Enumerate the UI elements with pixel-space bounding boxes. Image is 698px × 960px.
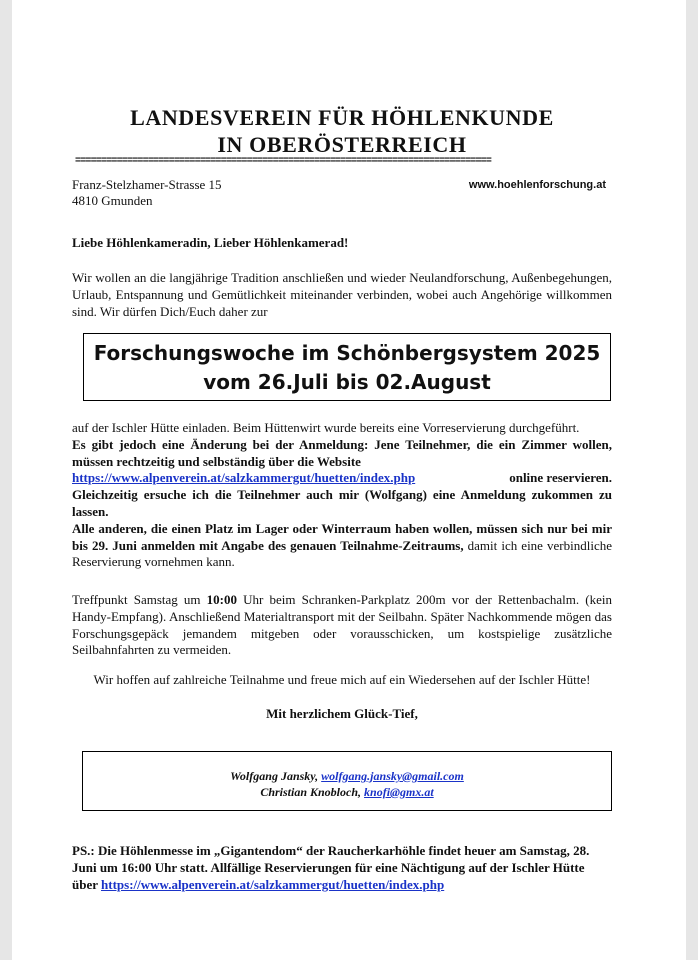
- change-notice: Es gibt jedoch eine Änderung bei der Anmeldung: Jene Teilnehmer, die ein Zimmer wollen, müssen rechtzeitig und selbständig über die Website: [72, 436, 612, 469]
- meeting-paragraph: [72, 592, 612, 659]
- ps-link[interactable]: https://www.alpenverein.at/salzkammergut/huetten/index.php: [101, 877, 445, 892]
- signer-email-2[interactable]: knofi@gmx.at: [364, 785, 434, 799]
- meet-text-b: Uhr beim Schranken-Parkplatz 200m vor der Rettenbachalm. (kein Handy-Empfang). Anschließend Materialtransport mit der Seilbahn. Später Nachkommende mögen das Forschungsgepäck jemandem mitgeben oder vorausschicken, um kostspielige zusätzliche Seilbahnfahrten zu vermeiden.: [72, 592, 612, 658]
- invite-text: auf der Ischler Hütte einladen. Beim Hüttenwirt wurde bereits eine Vorreservierung durchgeführt.: [72, 420, 580, 435]
- reservation-link[interactable]: https://www.alpenverein.at/salzkammergut/huetten/index.php: [72, 470, 416, 486]
- intro-paragraph: Wir wollen an die langjährige Tradition anschließen und wieder Neulandforschung, Außenbegehungen, Urlaub, Entspannung und Gemütlichkeit miteinander verbinden, wobei auch Angehörige willkommen sind. Wir dürfen Dich/Euch daher zur: [72, 270, 612, 319]
- simultaneous-notice: Gleichzeitig ersuche ich die Teilnehmer auch mir (Wolfgang) eine Anmeldung zukommen zu lassen.: [72, 487, 612, 519]
- signer-name-2: Christian Knobloch,: [260, 785, 365, 799]
- meet-text-a: Treffpunkt Samstag um: [72, 592, 207, 607]
- closing-salutation: Mit herzlichem Glück-Tief,: [266, 706, 418, 721]
- others-notice: Alle anderen, die einen Platz im Lager oder Winterraum haben wollen, müssen sich nur bei mir bis 29. Juni anmelden mit Angabe des genauen Teilnahme-Zeitraums,: [72, 520, 612, 553]
- registration-paragraph: [72, 420, 612, 571]
- event-banner: [83, 333, 611, 401]
- hope-paragraph: Wir hoffen auf zahlreiche Teilnahme und freue mich auf ein Wiedersehen auf der Ischler Hütte!: [93, 672, 591, 687]
- address-street: Franz-Stelzhamer-Strasse 15: [72, 177, 222, 192]
- signature-box: [82, 751, 612, 811]
- signer-name-1: Wolfgang Jansky,: [230, 769, 322, 783]
- header-divider: ================================================================================: [75, 156, 492, 167]
- website-text: www.hoehlenforschung.at: [468, 179, 606, 191]
- title-line-2: IN OBERÖSTERREICH: [217, 132, 467, 157]
- page-title: [72, 104, 612, 158]
- address-city: 4810 Gmunden: [72, 193, 153, 208]
- signature-line-2: [83, 784, 611, 800]
- meet-time: 10:00: [206, 592, 238, 607]
- ps-text: PS.: Die Höhlenmesse im „Gigantendom“ der Raucherkarhöhle findet heuer am Samstag, 28. Juni um 16:00 Uhr statt. Allfällige Reservierungen für eine Nächtigung auf der Ischler Hütte über: [72, 843, 590, 892]
- online-reserve-text: online reservieren.: [509, 470, 612, 486]
- event-dates: vom 26.Juli bis 02.August: [203, 370, 491, 394]
- greeting: Liebe Höhlenkameradin, Lieber Höhlenkamerad!: [72, 235, 349, 250]
- postscript: [72, 842, 612, 893]
- signature-line-1: [83, 768, 611, 784]
- address-block: [72, 177, 222, 209]
- others-notice-rest: damit ich eine verbindliche Reservierung vornehmen kann.: [72, 537, 612, 570]
- title-line-1: LANDESVEREIN FÜR HÖHLENKUNDE: [130, 105, 554, 130]
- signer-email-1[interactable]: wolfgang.jansky@gmail.com: [321, 769, 464, 783]
- event-title: Forschungswoche im Schönbergsystem 2025: [93, 341, 601, 365]
